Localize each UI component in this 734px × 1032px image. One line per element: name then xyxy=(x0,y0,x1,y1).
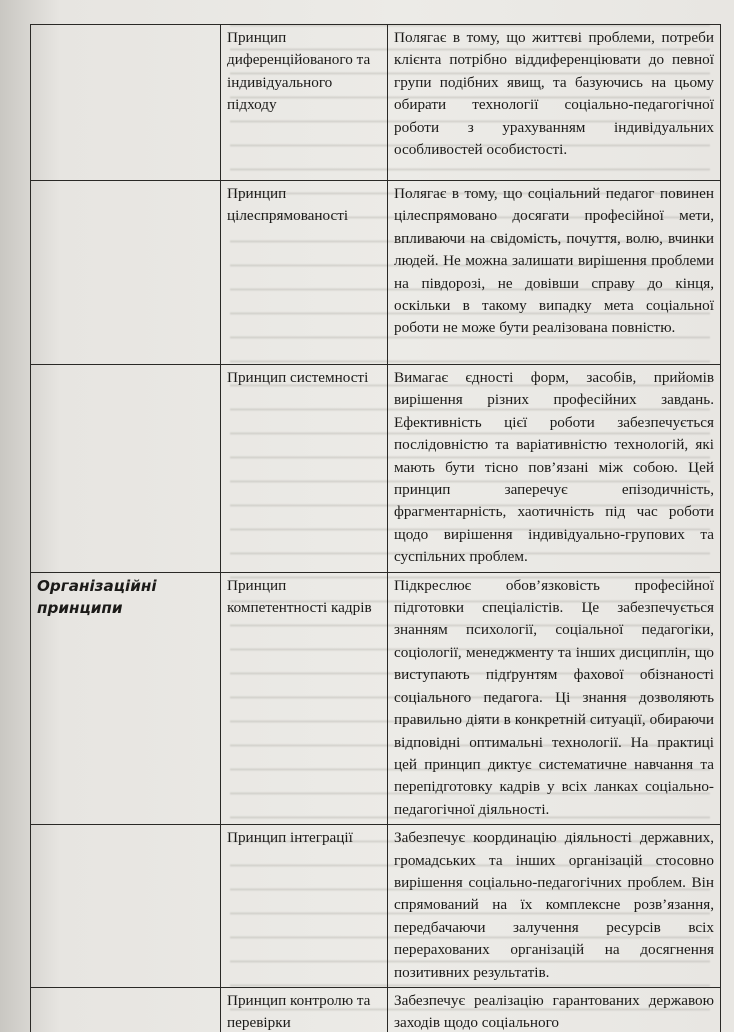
principle-name: Принцип цілеспрямованості xyxy=(221,181,388,365)
table-row xyxy=(31,365,721,573)
principle-name: Принцип системності xyxy=(221,365,388,573)
principle-description: Забезпечує реалізацію гарантованих державою заходів щодо соціального xyxy=(388,987,721,1032)
principles-table xyxy=(30,24,721,1032)
table-row xyxy=(31,572,721,824)
principle-description: Полягає в тому, що життєві проблеми, потреби клієнта потрібно віддиференціювати до певної групи подібних явищ, та базуючись на цьому обирати технології соціально-педагогічної роботи з урахуванням індивідуальних особливостей особистості. xyxy=(388,25,721,181)
group-cell xyxy=(31,181,221,365)
group-label-organizational: Організаційні принципи xyxy=(31,572,221,824)
table-row xyxy=(31,987,721,1032)
table-row xyxy=(31,825,721,988)
table-row xyxy=(31,25,721,181)
table-row xyxy=(31,181,721,365)
group-cell xyxy=(31,825,221,988)
principle-description: Забезпечує координацію діяльності державних, громадських та інших організацій стосовно вирішення соціально-педагогічних проблем. Він спрямований на їх комплексне розв’язання, передбачаючи залучення ресурсів всіх перерахованих організацій на досягнення позитивних результатів. xyxy=(388,825,721,988)
group-cell xyxy=(31,25,221,181)
principle-name: Принцип компетентності кадрів xyxy=(221,572,388,824)
principle-name: Принцип диференційованого та індивідуального підходу xyxy=(221,25,388,181)
principle-description: Підкреслює обов’язковість професійної підготовки спеціалістів. Це забезпечується знанням психології, соціальної педагогіки, соціології, менеджменту та інших дисциплін, що виступають підґрунтям фахової обізнаності соціального педагога. Ці знання дозволяють правильно діяти в конкретній ситуації, обираючи відповідні оптимальні технології. На практиці цей принцип диктує систематичне навчання та перепідготовку кадрів у всіх ланках соціально-педагогічної діяльності. xyxy=(388,572,721,824)
principle-description: Вимагає єдності форм, засобів, прийомів вирішення різних професійних завдань. Ефективність цієї роботи забезпечується послідовністю та варіативністю технологій, які мають бути тісно пов’язані між собою. Цей принцип заперечує епізодичність, фрагментарність, хаотичність під час роботи щодо вирішення індивідуально-групових та суспільних проблем. xyxy=(388,365,721,573)
principle-name: Принцип інтеграції xyxy=(221,825,388,988)
group-cell xyxy=(31,365,221,573)
principle-name: Принцип контролю та перевірки xyxy=(221,987,388,1032)
group-cell xyxy=(31,987,221,1032)
principle-description: Полягає в тому, що соціальний педагог повинен цілеспрямовано досягати професійної мети, впливаючи на свідомість, почуття, волю, вчинки людей. Не можна залишати вирішення проблеми на півдорозі, не довівши справу до кінця, оскільки в такому випадку мета соціальної роботи не може бути реалізована повністю. xyxy=(388,181,721,365)
